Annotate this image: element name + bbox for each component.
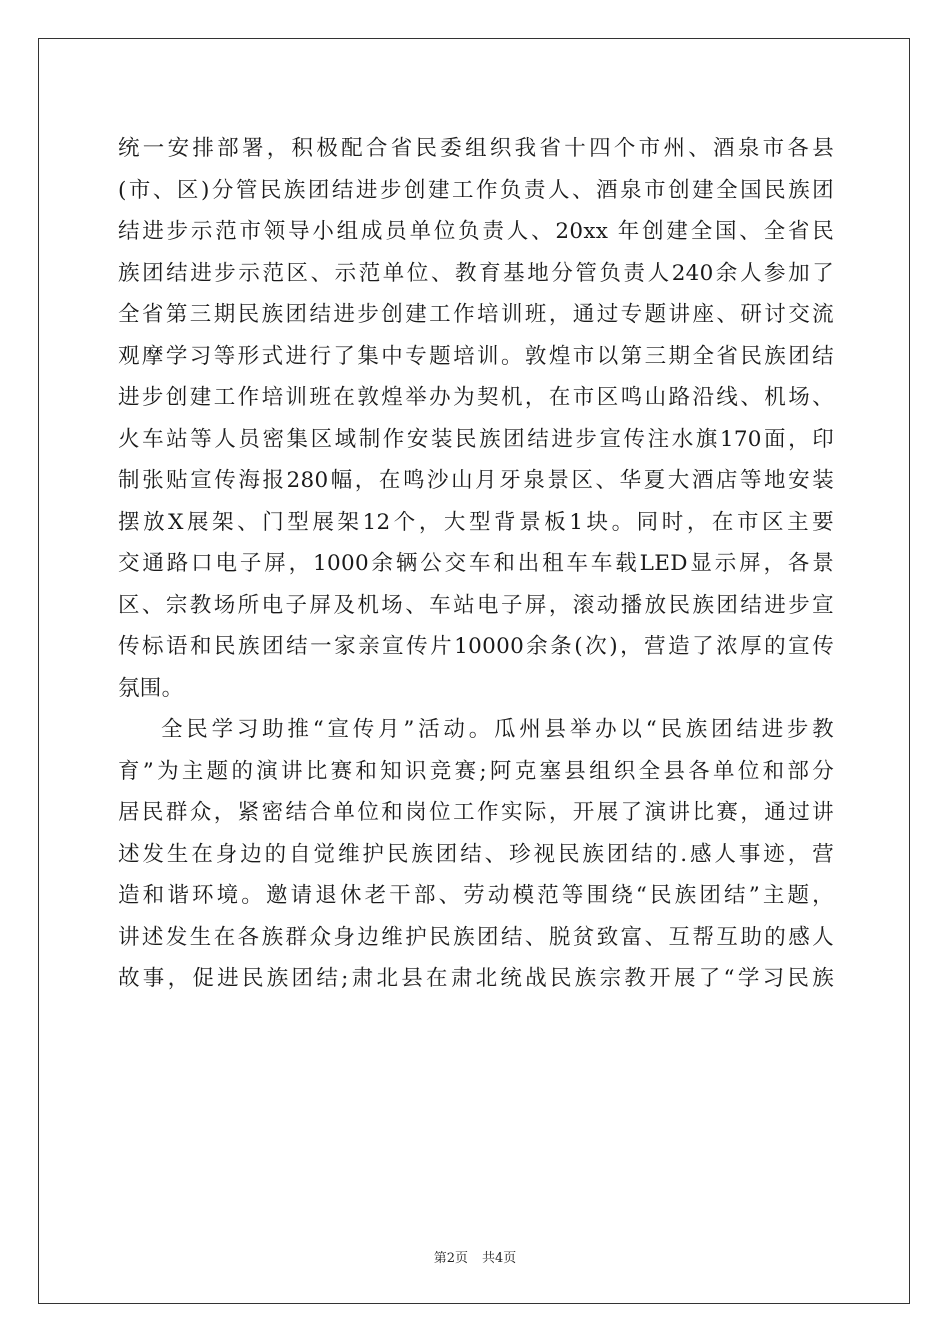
- text-line: 讲述发生在各族群众身边维护民族团结、脱贫致富、互帮互助的感人: [118, 924, 834, 950]
- text-line: 氛围。: [118, 675, 184, 701]
- text-line: 区、宗教场所电子屏及机场、车站电子屏，滚动播放民族团结进步宣: [118, 592, 834, 618]
- text-line: 述发生在身边的自觉维护民族团结、珍视民族团结的.感人事迹，营: [118, 841, 834, 867]
- text-line: 交通路口电子屏，1000余辆公交车和出租车车载LED显示屏，各景: [118, 551, 834, 576]
- text-line: (市、区)分管民族团结进步创建工作负责人、酒泉市创建全国民族团: [118, 177, 834, 203]
- text-line: 居民群众，紧密结合单位和岗位工作实际，开展了演讲比赛，通过讲: [118, 800, 834, 825]
- text-line: 摆放X展架、门型展架12个，大型背景板1块。同时，在市区主要: [118, 509, 834, 535]
- text-line: 造和谐环境。邀请退休老干部、劳动模范等围绕“民族团结”主题，: [118, 883, 834, 908]
- paragraph-1: [118, 128, 834, 709]
- document-body: [118, 128, 834, 1000]
- text-line: 制张贴宣传海报280幅，在鸣沙山月牙泉景区、华夏大酒店等地安装: [118, 468, 834, 493]
- text-line: 结进步示范市领导小组成员单位负责人、20xx 年创建全国、全省民: [118, 219, 834, 244]
- text-line: 统一安排部署，积极配合省民委组织我省十四个市州、酒泉市各县: [118, 136, 834, 161]
- text-line: 全省第三期民族团结进步创建工作培训班，通过专题讲座、研讨交流: [118, 302, 834, 327]
- text-line: 全民学习助推“宣传月”活动。瓜州县举办以“民族团结进步教: [161, 717, 834, 742]
- page-number: 第2页: [433, 1251, 468, 1266]
- text-line: 故事，促进民族团结;肃北县在肃北统战民族宗教开展了“学习民族: [118, 966, 834, 991]
- text-line: 火车站等人员密集区域制作安装民族团结进步宣传注水旗170面，印: [118, 426, 834, 452]
- text-line: 观摩学习等形式进行了集中专题培训。敦煌市以第三期全省民族团结: [118, 343, 834, 369]
- text-line: 育”为主题的演讲比赛和知识竞赛;阿克塞县组织全县各单位和部分: [118, 758, 834, 784]
- text-line: 进步创建工作培训班在敦煌举办为契机，在市区鸣山路沿线、机场、: [118, 385, 834, 410]
- text-line: 传标语和民族团结一家亲宣传片10000余条(次)，营造了浓厚的宣传: [118, 634, 834, 659]
- page-total: 共4页: [482, 1251, 517, 1266]
- page-footer: [0, 1247, 950, 1266]
- paragraph-2: [118, 709, 834, 1000]
- text-line: 族团结进步示范区、示范单位、教育基地分管负责人240余人参加了: [118, 260, 834, 286]
